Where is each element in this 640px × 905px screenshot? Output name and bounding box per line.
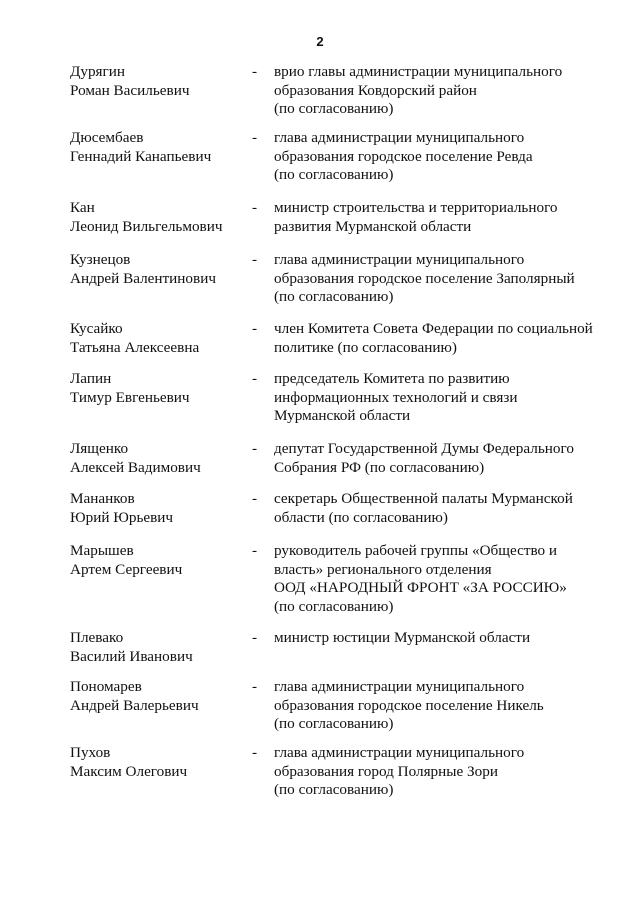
role-line: член Комитета Совета Федерации по социальной (274, 320, 593, 337)
member-given-name: Алексей Вадимович (70, 458, 201, 476)
separator-dash: - (252, 678, 258, 695)
member-role (274, 440, 614, 477)
separator-dash: - (252, 129, 258, 146)
role-line: Мурманской области (274, 407, 411, 424)
role-line: развития Мурманской области (274, 217, 472, 235)
role-line: (по согласованию) (274, 781, 394, 798)
member-role (274, 63, 614, 119)
member-surname: Плевако (70, 629, 124, 646)
role-line: глава администрации муниципального (274, 678, 525, 695)
member-role (274, 629, 614, 648)
member-given-name: Василий Иванович (70, 647, 193, 665)
member-role (274, 542, 614, 616)
member-given-name: Юрий Юрьевич (70, 508, 174, 526)
member-role (274, 199, 614, 236)
member-surname: Пономарев (70, 678, 142, 695)
role-line: глава администрации муниципального (274, 251, 525, 268)
separator-dash: - (252, 320, 258, 337)
member-name (70, 370, 250, 407)
separator-dash: - (252, 251, 258, 268)
member-role (274, 129, 614, 185)
role-line: власть» регионального отделения (274, 560, 492, 578)
role-line: (по согласованию) (274, 597, 394, 615)
member-given-name: Тимур Евгеньевич (70, 388, 190, 406)
role-line: области (по согласованию) (274, 508, 448, 526)
member-name (70, 542, 250, 579)
role-line: руководитель рабочей группы «Общество и (274, 542, 558, 559)
member-surname: Дюсембаев (70, 129, 144, 146)
member-given-name: Андрей Валентинович (70, 269, 216, 287)
member-role (274, 678, 614, 734)
role-line: председатель Комитета по развитию (274, 370, 510, 387)
role-line: образования городское поселение Ревда (274, 147, 533, 165)
role-line: ООД «НАРОДНЫЙ ФРОНТ «ЗА РОССИЮ» (274, 579, 567, 596)
member-name (70, 63, 250, 100)
member-surname: Кусайко (70, 320, 123, 337)
member-name (70, 251, 250, 288)
member-surname: Дурягин (70, 63, 126, 80)
member-surname: Пухов (70, 744, 111, 761)
member-role (274, 320, 614, 357)
member-name (70, 199, 250, 236)
separator-dash: - (252, 542, 258, 559)
separator-dash: - (252, 629, 258, 646)
member-given-name: Татьяна Алексеевна (70, 338, 200, 356)
separator-dash: - (252, 490, 258, 507)
role-line: секретарь Общественной палаты Мурманской (274, 490, 573, 507)
member-surname: Кузнецов (70, 251, 131, 268)
member-surname: Лященко (70, 440, 129, 457)
member-given-name: Роман Васильевич (70, 81, 190, 99)
role-line: информационных технологий и связи (274, 388, 518, 406)
role-line: глава администрации муниципального (274, 129, 525, 146)
separator-dash: - (252, 744, 258, 761)
page-number: 2 (316, 34, 324, 49)
member-name (70, 320, 250, 357)
separator-dash: - (252, 440, 258, 457)
member-role (274, 370, 614, 426)
member-name (70, 629, 250, 666)
separator-dash: - (252, 63, 258, 80)
member-name (70, 440, 250, 477)
member-surname: Кан (70, 199, 95, 216)
role-line: министр юстиции Мурманской области (274, 629, 531, 646)
role-line: министр строительства и территориального (274, 199, 558, 216)
role-line: образования городское поселение Никель (274, 696, 544, 714)
role-line: (по согласованию) (274, 715, 394, 732)
member-name (70, 678, 250, 715)
role-line: глава администрации муниципального (274, 744, 525, 761)
member-given-name: Артем Сергеевич (70, 560, 183, 578)
role-line: образования Ковдорский район (274, 81, 477, 99)
role-line: политике (по согласованию) (274, 338, 457, 356)
member-role (274, 744, 614, 800)
separator-dash: - (252, 199, 258, 216)
role-line: (по согласованию) (274, 100, 394, 117)
member-name (70, 744, 250, 781)
member-given-name: Геннадий Канапьевич (70, 147, 212, 165)
member-surname: Марышев (70, 542, 134, 559)
role-line: (по согласованию) (274, 166, 394, 183)
role-line: (по согласованию) (274, 288, 394, 305)
member-name (70, 490, 250, 527)
member-surname: Мананков (70, 490, 135, 507)
role-line: депутат Государственной Думы Федерального (274, 440, 574, 457)
member-role (274, 490, 614, 527)
member-given-name: Максим Олегович (70, 762, 188, 780)
role-line: врио главы администрации муниципального (274, 63, 563, 80)
role-line: образования город Полярные Зори (274, 762, 498, 780)
role-line: Собрания РФ (по согласованию) (274, 458, 485, 476)
member-given-name: Леонид Вильгельмович (70, 217, 223, 235)
member-given-name: Андрей Валерьевич (70, 696, 199, 714)
member-name (70, 129, 250, 166)
member-role (274, 251, 614, 307)
separator-dash: - (252, 370, 258, 387)
role-line: образования городское поселение Заполярный (274, 269, 575, 287)
member-surname: Лапин (70, 370, 112, 387)
